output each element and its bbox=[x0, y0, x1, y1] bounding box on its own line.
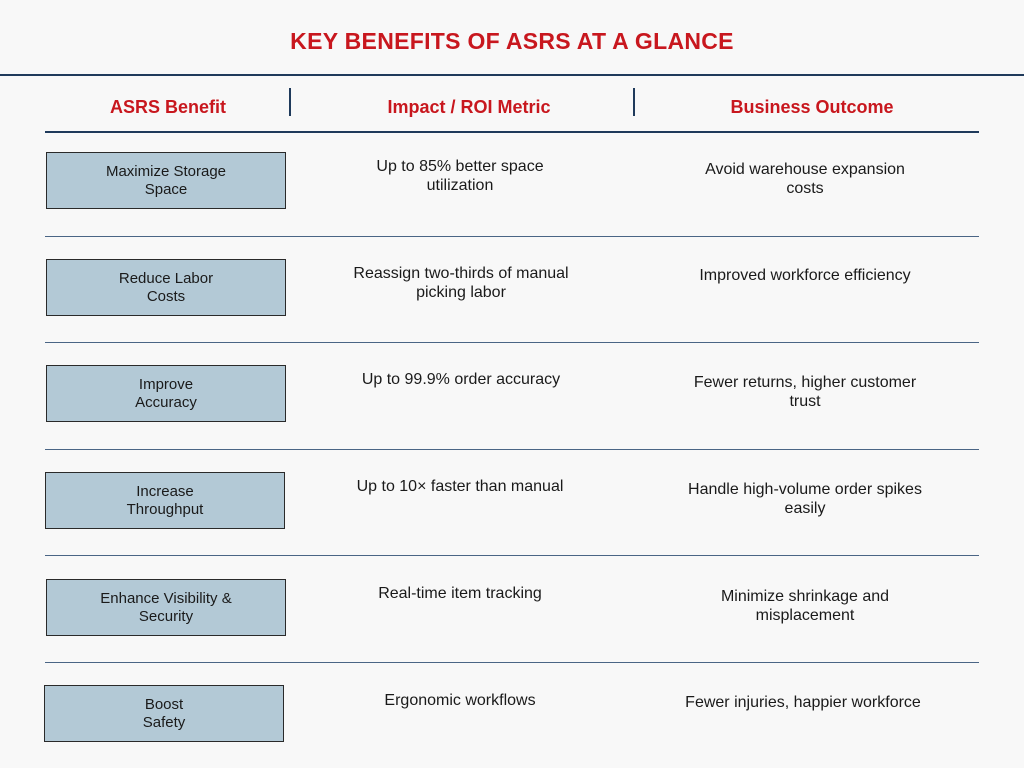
benefit-box: Maximize Storage Space bbox=[46, 152, 286, 209]
metric-cell: Up to 99.9% order accuracy bbox=[361, 371, 561, 388]
metric-cell: Up to 85% better space utilization bbox=[376, 158, 544, 194]
benefit-box: Enhance Visibility & Security bbox=[46, 579, 286, 636]
benefit-box: Boost Safety bbox=[44, 685, 284, 742]
header-metric: Impact / ROI Metric bbox=[387, 97, 551, 117]
row-divider bbox=[45, 555, 979, 556]
header-divider bbox=[45, 131, 979, 133]
header-outcome: Business Outcome bbox=[730, 97, 894, 117]
outcome-cell: Avoid warehouse expansion costs bbox=[705, 161, 905, 197]
row-divider bbox=[45, 342, 979, 343]
row-divider bbox=[45, 662, 979, 663]
title-divider bbox=[0, 74, 1024, 76]
benefit-box: Reduce Labor Costs bbox=[46, 259, 286, 316]
header-separator bbox=[633, 88, 635, 116]
outcome-cell: Handle high-volume order spikes easily bbox=[688, 481, 922, 517]
outcome-cell: Fewer returns, higher customer trust bbox=[693, 374, 917, 410]
header-separator bbox=[289, 88, 291, 116]
benefit-box: Increase Throughput bbox=[45, 472, 285, 529]
row-divider bbox=[45, 449, 979, 450]
metric-cell: Reassign two-thirds of manual picking labor bbox=[353, 265, 569, 301]
header-benefit: ASRS Benefit bbox=[109, 97, 226, 117]
outcome-cell: Fewer injuries, happier workforce bbox=[685, 694, 921, 711]
metric-cell: Ergonomic workflows bbox=[384, 692, 536, 709]
metric-cell: Up to 10× faster than manual bbox=[356, 478, 564, 495]
outcome-cell: Improved workforce efficiency bbox=[699, 267, 911, 284]
page-title: KEY BENEFITS OF ASRS AT A GLANCE bbox=[290, 28, 734, 54]
outcome-cell: Minimize shrinkage and misplacement bbox=[720, 588, 890, 624]
row-divider bbox=[45, 236, 979, 237]
benefit-box: Improve Accuracy bbox=[46, 365, 286, 422]
metric-cell: Real-time item tracking bbox=[378, 585, 542, 602]
